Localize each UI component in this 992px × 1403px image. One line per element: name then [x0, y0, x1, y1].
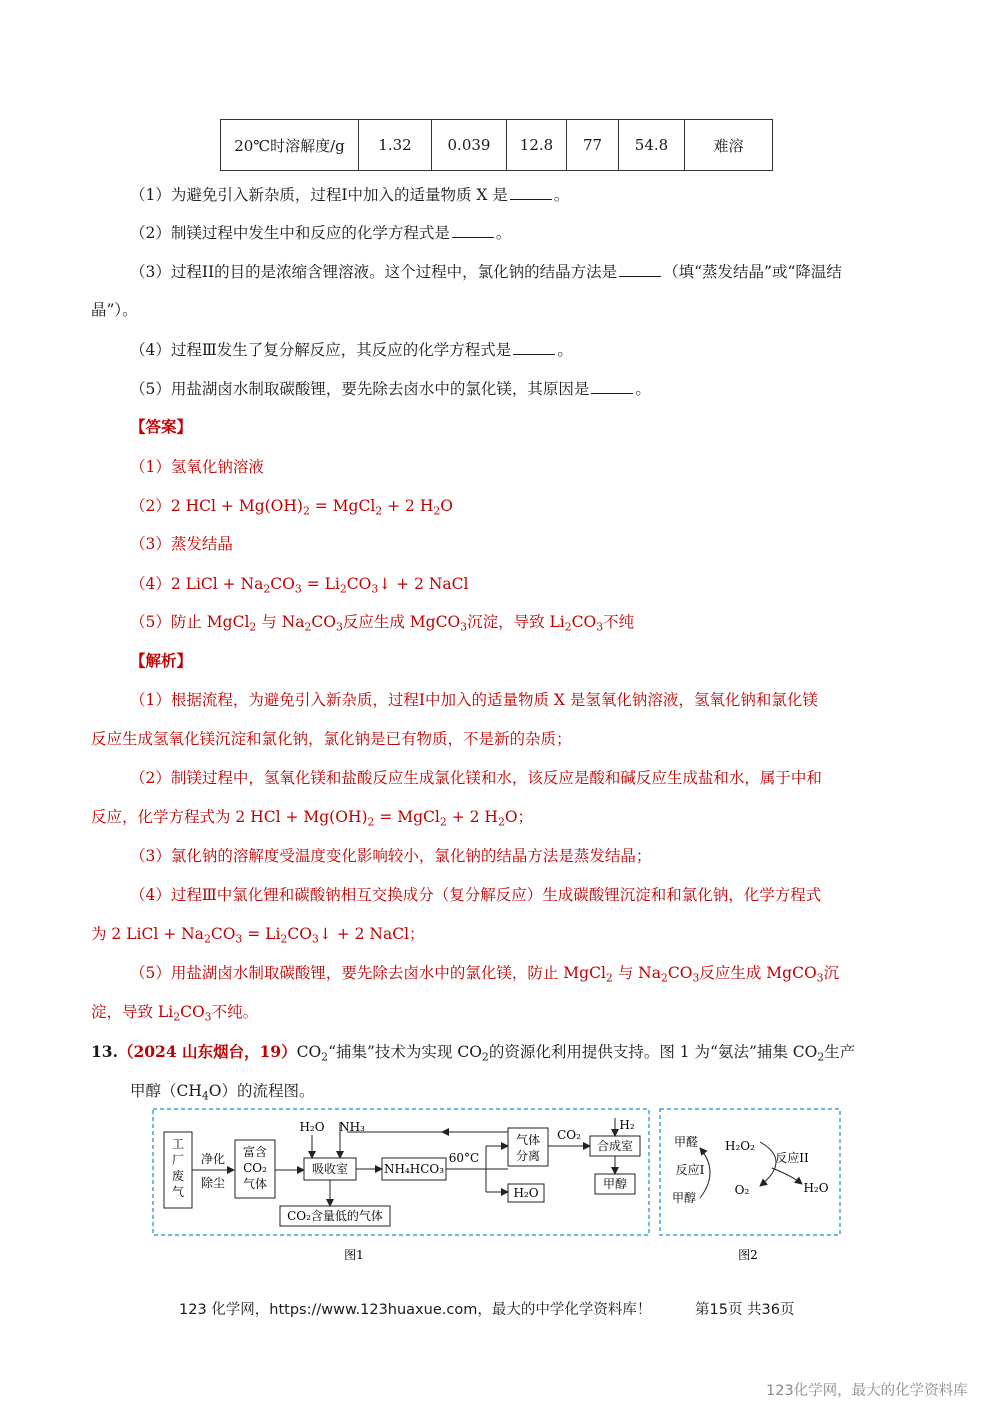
- temp-label: 60°C: [448, 1151, 480, 1165]
- analysis-heading: 【解析】: [130, 651, 193, 670]
- answer-4: （4）2 LiCl + $Na_2CO_3$ = $Li_2CO_3↓ + 2$ NaCl: [130, 575, 469, 596]
- methanol2-label: 甲醇: [671, 1191, 697, 1205]
- analysis-5-line1: （5）用盐湖卤水制取碳酸锂，要先除去卤水中的氯化镁，防止 MgCl$_2$ 与 $Na_2CO_3$反应生成 MgCO$_3$沉: [130, 964, 840, 985]
- synthesis-label: 合成室: [596, 1139, 634, 1153]
- question-4: （4）过程Ⅲ发生了复分解反应，其反应的化学方程式是 。: [130, 341, 573, 359]
- factory-label: 工: [171, 1137, 185, 1151]
- rich-label: 气体: [242, 1177, 268, 1191]
- answer-1: （1）氢氧化钠溶液: [130, 458, 264, 476]
- analysis-2-line2: 反应，化学方程式为 2 HCl + $Mg(OH)_2$ = MgCl$_2$ + 2 $H_2O$；: [91, 808, 534, 829]
- question-1: （1）为避免引入新杂质，过程I中加入的适量物质 X 是 。: [130, 186, 570, 204]
- low-co2-label: CO₂含量低的气体: [287, 1209, 383, 1223]
- solubility-table: [220, 119, 773, 171]
- flow-figure: [152, 1108, 842, 1268]
- page-number: 第15页 共36页: [695, 1302, 795, 1318]
- footer-text: 123 化学网，https://www.123huaxue.com，最大的中学化学资料库！: [179, 1302, 652, 1318]
- table-cell: 54.8: [619, 120, 685, 171]
- answer-heading: 【答案】: [130, 417, 193, 436]
- absorber-label: 吸收室: [311, 1162, 349, 1176]
- analysis-1-line2: 反应生成氢氧化镁沉淀和氯化钠，氯化钠是已有物质，不是新的杂质；: [91, 730, 572, 748]
- methanol-label: 甲醇: [602, 1177, 628, 1191]
- factory-label: 废: [171, 1169, 185, 1183]
- table-cell: 难溶: [685, 120, 773, 171]
- watermark: 123化学网，最大的化学资料库: [766, 1383, 968, 1399]
- analysis-4-line2: 为 2 LiCl + $Na_2CO_3$ = $Li_2CO_3↓ + 2$ NaCl；: [91, 925, 425, 946]
- reaction2-label: 反应II: [775, 1151, 809, 1165]
- formaldehyde-label: 甲醛: [673, 1135, 699, 1149]
- question-3-cont: 晶”）。: [91, 301, 138, 319]
- h2o-top-label: H₂O: [299, 1120, 325, 1134]
- figure2-caption: 图2: [738, 1248, 758, 1262]
- h2-label: H₂: [619, 1118, 635, 1132]
- table-cell: 0.039: [432, 120, 507, 171]
- h2o-out-label: H₂O: [513, 1186, 539, 1200]
- co2-label: CO₂: [557, 1128, 581, 1142]
- purify-label: 除尘: [200, 1176, 226, 1190]
- reaction1-label: 反应I: [675, 1163, 705, 1177]
- analysis-1-line1: （1）根据流程，为避免引入新杂质，过程I中加入的适量物质 X 是氢氧化钠溶液，氢氧化钠和氯化镁: [130, 691, 818, 709]
- reaction2-arrow: [760, 1142, 776, 1186]
- rich-label: 富含: [242, 1145, 268, 1159]
- nh3-label: NH₃: [339, 1120, 365, 1134]
- nh4hco3-label: NH₄HCO₃: [383, 1162, 445, 1176]
- figure1-caption: 图1: [344, 1248, 364, 1262]
- question-13-line2: 甲醇$(CH_4O)$的流程图。: [130, 1082, 315, 1103]
- rich-label: CO₂: [243, 1161, 267, 1175]
- answer-5: （5）防止 MgCl$_2$ 与 $Na_2CO_3$反应生成 MgCO$_3$沉淀，导致 $Li_2CO_3$不纯: [130, 613, 635, 634]
- table-cell: 12.8: [507, 120, 567, 171]
- factory-label: 气: [171, 1185, 185, 1199]
- analysis-2-line1: （2）制镁过程中，氢氧化镁和盐酸反应生成氯化镁和水，该反应是酸和碱反应生成盐和水，属于中和: [130, 769, 822, 787]
- analysis-5-line2: 淀，导致 $Li_2CO_3$不纯。: [91, 1003, 259, 1024]
- separation-label: 分离: [515, 1149, 541, 1163]
- h2o2-label: H₂O₂: [725, 1139, 755, 1153]
- question-3: （3）过程II的目的是浓缩含锂溶液。这个过程中，氯化钠的结晶方法是 （填“蒸发结晶”或“降温结: [130, 263, 842, 281]
- separation-label: 气体: [515, 1133, 541, 1147]
- answer-3: （3）蒸发结晶: [130, 535, 233, 553]
- table-row: [221, 120, 773, 171]
- answer-2: （2）2 HCl + $Mg(OH)_2$ = MgCl$_2$ + 2 $H_2O$: [130, 497, 453, 518]
- purify-label: 净化: [200, 1152, 226, 1166]
- analysis-4-line1: （4）过程Ⅲ中氯化锂和碳酸钠相互交换成分（复分解反应）生成碳酸锂沉淀和和氯化钠，化学方程式: [130, 886, 822, 904]
- factory-label: 厂: [171, 1153, 185, 1167]
- table-cell: 77: [567, 120, 619, 171]
- question-13-line1: 13.（2024 山东烟台，$19)CO_2“$捕集”技术为实现 $CO_2$的资源化利用提供支持。图 1 为“氨法”捕集 $CO_2$生产: [91, 1042, 856, 1064]
- table-row-label: 20℃时溶解度/g: [221, 120, 359, 171]
- h2o-label: H₂O: [803, 1181, 829, 1195]
- question-2: （2）制镁过程中发生中和反应的化学方程式是 。: [130, 224, 512, 242]
- table-cell: 1.32: [359, 120, 432, 171]
- question-5: （5）用盐湖卤水制取碳酸锂，要先除去卤水中的氯化镁，其原因是 。: [130, 380, 651, 398]
- o2-label: O₂: [734, 1183, 750, 1197]
- analysis-3: （3）氯化钠的溶解度受温度变化影响较小，氯化钠的结晶方法是蒸发结晶；: [130, 847, 652, 865]
